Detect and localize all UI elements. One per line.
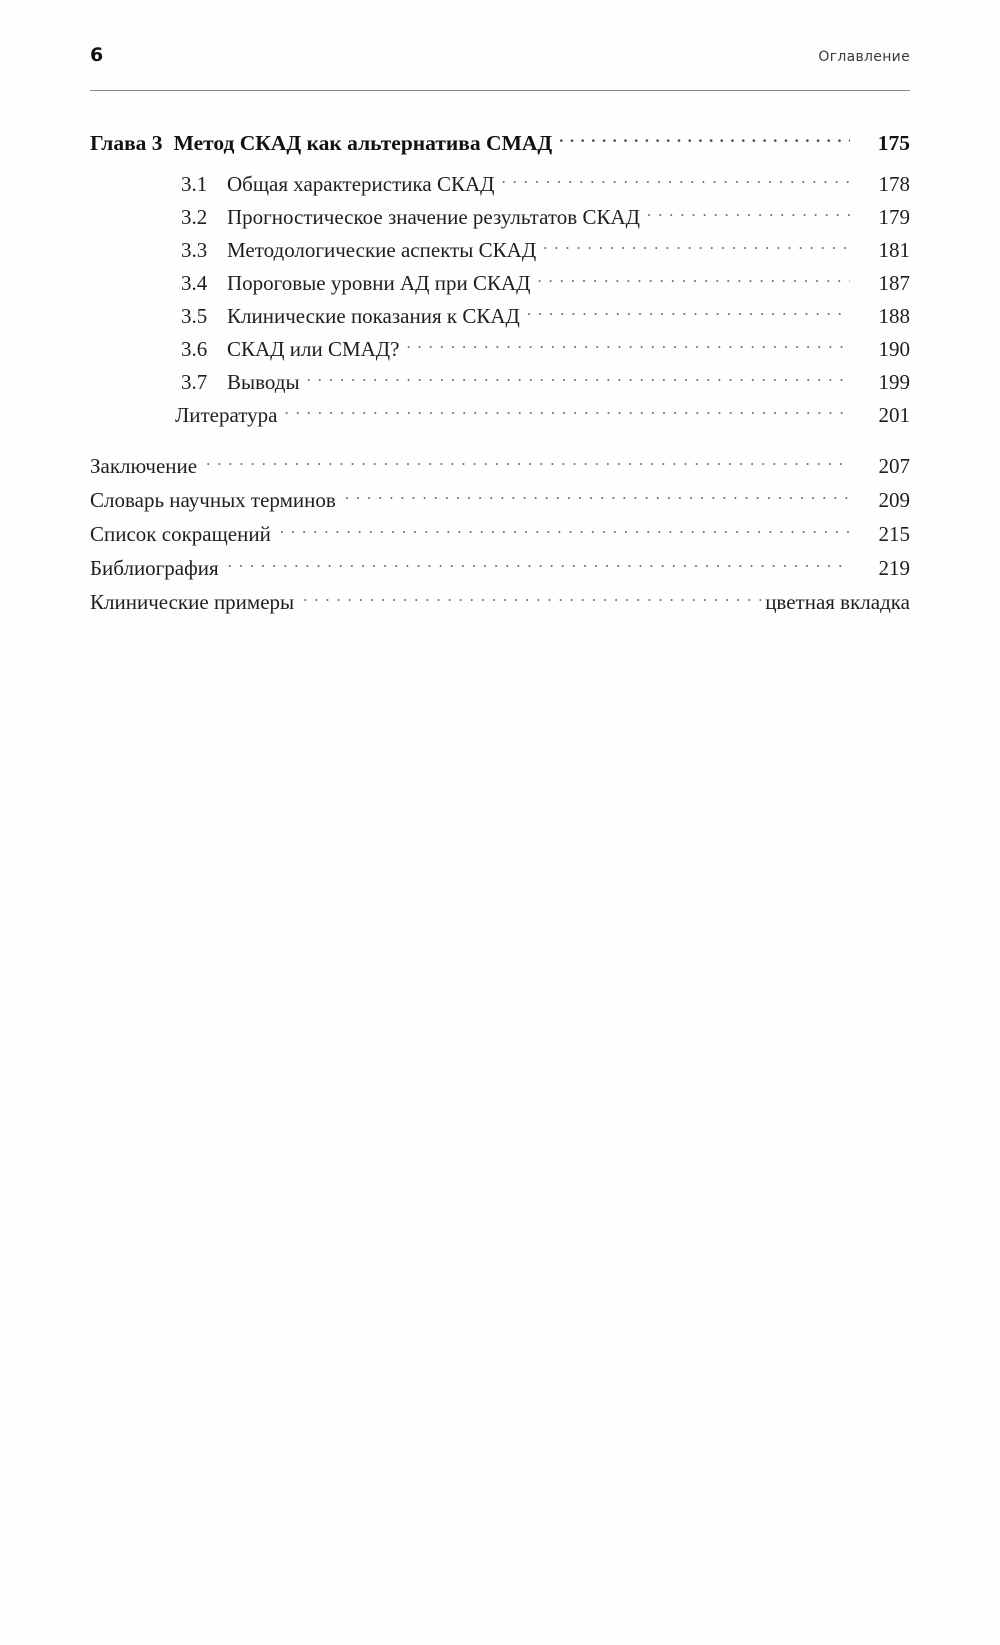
toc-backmatter-entry[interactable] <box>90 588 910 615</box>
backmatter-page-number: 219 <box>878 555 910 580</box>
dot-leader <box>228 554 850 575</box>
backmatter-page-number: 215 <box>878 521 910 546</box>
toc-section-entry[interactable] <box>90 269 910 296</box>
section-title: Пороговые уровни АД при СКАД <box>227 270 531 295</box>
dot-leader <box>647 203 850 224</box>
backmatter-title: Список сокращений <box>90 521 271 546</box>
backmatter-title: Словарь научных терминов <box>90 487 336 512</box>
section-page-number: 188 <box>878 303 910 328</box>
dot-leader <box>527 302 850 323</box>
section-title: СКАД или СМАД? <box>227 336 400 361</box>
literature-page-number: 201 <box>878 402 910 427</box>
literature-title: Литература <box>175 402 278 427</box>
section-title: Общая характеристика СКАД <box>227 171 495 196</box>
dot-leader <box>543 236 850 257</box>
toc-backmatter-entry[interactable] <box>90 554 910 581</box>
dot-leader <box>206 452 850 473</box>
dot-leader <box>284 401 850 422</box>
section-number: 3.3 <box>181 237 208 262</box>
backmatter-page-number: цветная вкладка <box>765 589 910 614</box>
running-head: Оглавление <box>818 49 910 65</box>
section-page-number: 179 <box>878 204 910 229</box>
dot-leader <box>307 368 850 389</box>
header-divider <box>90 90 910 91</box>
backmatter-title: Библиография <box>90 555 219 580</box>
dot-leader <box>559 128 850 150</box>
dot-leader <box>345 486 850 507</box>
section-number: 3.2 <box>181 204 208 229</box>
section-page-number: 181 <box>878 237 910 262</box>
backmatter-page-number: 207 <box>878 453 910 478</box>
toc-backmatter-entry[interactable] <box>90 520 910 547</box>
toc-section-entry[interactable] <box>90 335 910 362</box>
page-header <box>90 44 910 66</box>
toc-backmatter-entry[interactable] <box>90 486 910 513</box>
section-page-number: 178 <box>878 171 910 196</box>
dot-leader <box>537 269 850 290</box>
chapter-label: Глава 3 <box>90 130 163 155</box>
dot-leader <box>406 335 850 356</box>
section-number: 3.6 <box>181 336 208 361</box>
section-title: Методологические аспекты СКАД <box>227 237 537 262</box>
dot-leader <box>501 170 850 191</box>
table-of-contents <box>90 128 910 622</box>
toc-section-entry[interactable] <box>90 170 910 197</box>
section-page-number: 187 <box>878 270 910 295</box>
backmatter-page-number: 209 <box>878 487 910 512</box>
section-title: Клинические показания к СКАД <box>227 303 520 328</box>
section-title: Прогностическое значение результатов СКАД <box>227 204 640 229</box>
toc-backmatter <box>90 452 910 615</box>
toc-section-entry[interactable] <box>90 368 910 395</box>
chapter-page-number: 175 <box>877 130 910 155</box>
section-number: 3.4 <box>181 270 208 295</box>
section-number: 3.5 <box>181 303 208 328</box>
toc-chapter-entry[interactable] <box>90 128 910 156</box>
section-title: Выводы <box>227 369 300 394</box>
toc-section-entry[interactable] <box>90 203 910 230</box>
toc-backmatter-entry[interactable] <box>90 452 910 479</box>
section-number: 3.7 <box>181 369 208 394</box>
toc-literature-entry[interactable] <box>90 401 910 428</box>
backmatter-title: Заключение <box>90 453 198 478</box>
backmatter-title: Клинические примеры <box>90 589 295 614</box>
section-number: 3.1 <box>181 171 208 196</box>
folio-number: 6 <box>90 44 104 66</box>
section-page-number: 190 <box>878 336 910 361</box>
dot-leader <box>280 520 850 541</box>
toc-section-entry[interactable] <box>90 236 910 263</box>
dot-leader <box>303 588 761 609</box>
toc-section-entry[interactable] <box>90 302 910 329</box>
chapter-title: Метод СКАД как альтернатива СМАД <box>173 130 553 155</box>
section-page-number: 199 <box>878 369 910 394</box>
